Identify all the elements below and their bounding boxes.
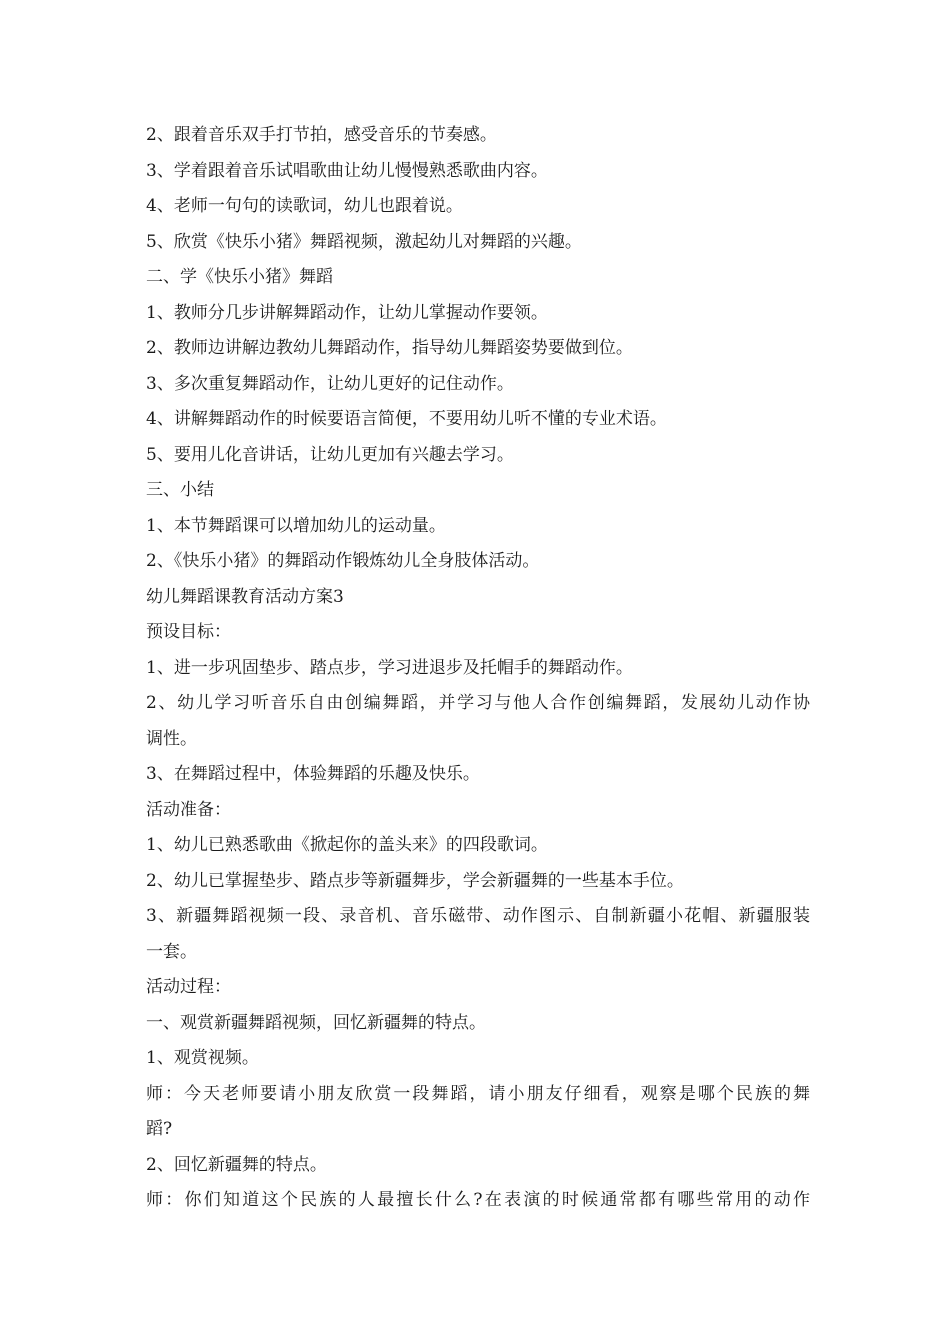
text-line: 蹈? [146,1119,173,1139]
section-heading: 三、小结 [146,480,214,500]
section-heading: 二、学《快乐小猪》舞蹈 [146,267,333,287]
text-line: 1、本节舞蹈课可以增加幼儿的运动量。 [146,515,446,536]
document-title: 幼儿舞蹈课教育活动方案3 [146,586,344,607]
document-body [146,118,810,1219]
section-heading: 活动过程： [146,977,231,997]
text-line: 2、回忆新疆舞的特点。 [146,1154,327,1175]
text-line: 3、学着跟着音乐试唱歌曲让幼儿慢慢熟悉歌曲内容。 [146,160,548,181]
text-line: 1、教师分几步讲解舞蹈动作，让幼儿掌握动作要领。 [146,302,548,323]
text-line: 4、讲解舞蹈动作的时候要语言简便，不要用幼儿听不懂的专业术语。 [146,409,667,429]
text-line: 3、在舞蹈过程中，体验舞蹈的乐趣及快乐。 [146,764,480,784]
section-heading: 预设目标： [146,622,231,642]
text-line: 2、《快乐小猪》的舞蹈动作锻炼幼儿全身肢体活动。 [146,551,540,571]
section-heading: 活动准备： [146,799,231,820]
text-line: 2、幼儿学习听音乐自由创编舞蹈，并学习与他人合作创编舞蹈，发展幼儿动作协 [146,693,810,713]
text-line: 师：今天老师要请小朋友欣赏一段舞蹈，请小朋友仔细看，观察是哪个民族的舞 [146,1083,810,1104]
text-line: 2、教师边讲解边教幼儿舞蹈动作，指导幼儿舞蹈姿势要做到位。 [146,338,633,358]
text-line: 师：你们知道这个民族的人最擅长什么?在表演的时候通常都有哪些常用的动作 [146,1190,810,1210]
section-heading: 一、观赏新疆舞蹈视频，回忆新疆舞的特点。 [146,1012,486,1033]
text-line: 2、跟着音乐双手打节拍，感受音乐的节奏感。 [146,125,497,145]
text-line: 调性。 [146,728,197,749]
text-line: 1、幼儿已熟悉歌曲《掀起你的盖头来》的四段歌词。 [146,835,548,855]
text-line: 1、进一步巩固垫步、踏点步，学习进退步及托帽手的舞蹈动作。 [146,657,633,678]
text-line: 5、欣赏《快乐小猪》舞蹈视频，激起幼儿对舞蹈的兴趣。 [146,231,582,252]
text-line: 一套。 [146,941,197,962]
text-line: 3、新疆舞蹈视频一段、录音机、音乐磁带、动作图示、自制新疆小花帽、新疆服装 [146,906,810,926]
text-line: 1、观赏视频。 [146,1048,259,1068]
text-line: 5、要用儿化音讲话，让幼儿更加有兴趣去学习。 [146,444,514,465]
text-line: 3、多次重复舞蹈动作，让幼儿更好的记住动作。 [146,373,514,394]
text-line: 2、幼儿已掌握垫步、踏点步等新疆舞步，学会新疆舞的一些基本手位。 [146,870,684,891]
text-line: 4、老师一句句的读歌词，幼儿也跟着说。 [146,196,463,216]
